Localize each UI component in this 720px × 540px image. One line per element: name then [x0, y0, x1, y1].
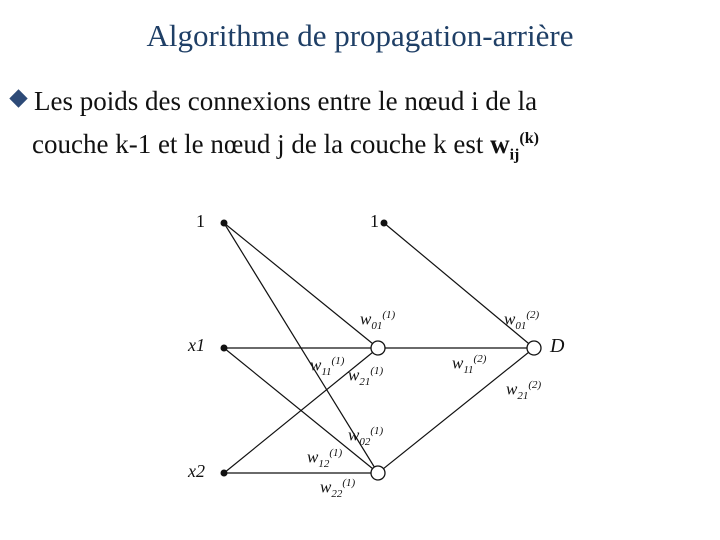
weight-superscript: (k) [519, 130, 539, 147]
node-x1 [221, 345, 228, 352]
weight-label: $w_{21}^{(2)}$ [506, 379, 542, 403]
node-hidden-2 [371, 466, 385, 480]
weight-label: $w_{01}^{(1)}$ [360, 309, 396, 333]
network-diagram [152, 185, 592, 523]
node-bias1 [221, 220, 228, 227]
weight-label: $w_{02}^{(1)}$ [348, 425, 384, 449]
bullet-line-2 [32, 120, 714, 174]
weight-label: $w_{21}^{(1)}$ [348, 365, 384, 389]
bullet-line-2-text: couche k-1 et le nœud j de la couche k est [32, 129, 491, 159]
label-x1 [188, 335, 205, 356]
label-x2 [188, 461, 205, 482]
weight-label: $w_{11}^{(2)}$ [452, 353, 487, 377]
edge-bias1-h1 [224, 223, 378, 348]
weight-label: $w_{11}^{(1)}$ [310, 355, 345, 379]
label-output: D [550, 335, 565, 357]
weight-subscript: ij [509, 146, 520, 164]
node-hidden-1 [371, 341, 385, 355]
label-bias-2: 1 [370, 211, 379, 231]
node-x2 [221, 470, 228, 477]
label-x2-text: x2 [188, 461, 205, 481]
slide-title: Algorithme de propagation-arrière [146, 18, 574, 53]
weight-label: $w_{12}^{(1)}$ [307, 447, 343, 471]
weight-notation [490, 129, 539, 164]
network-edges [152, 185, 592, 523]
weight-base: w [490, 129, 510, 159]
weight-label: $w_{22}^{(1)}$ [320, 477, 356, 501]
bullet-line-1: Les poids des connexions entre le nœud i de la [34, 86, 538, 116]
bullet-text [34, 82, 714, 174]
node-output [527, 341, 541, 355]
node-bias2 [381, 220, 388, 227]
diamond-bullet-icon [9, 89, 27, 107]
weight-label: $w_{01}^{(2)}$ [504, 309, 540, 333]
label-bias-1: 1 [196, 211, 205, 231]
label-x1-text: x1 [188, 335, 205, 355]
